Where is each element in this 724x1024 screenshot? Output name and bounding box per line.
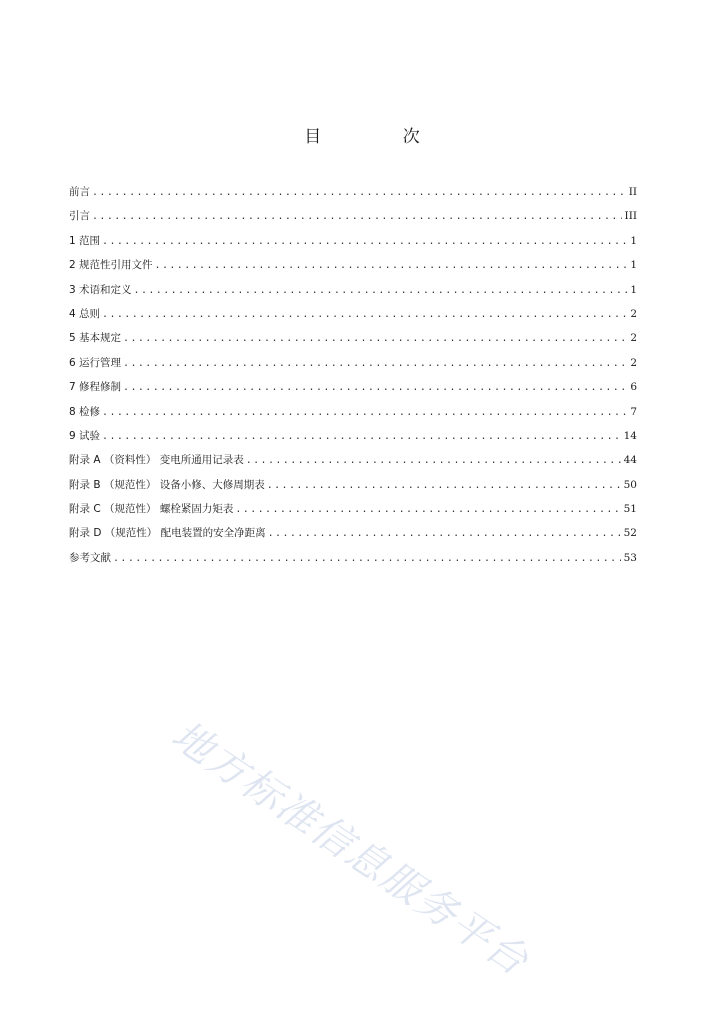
toc-entry-page: III	[624, 210, 637, 223]
toc-dot-leader	[246, 454, 621, 468]
toc-entry-label: 9 试验	[69, 429, 101, 442]
toc-entry[interactable]	[69, 453, 637, 477]
toc-dot-leader	[123, 357, 627, 371]
toc-entry-label: 附录 C （规范性） 螺栓紧固力矩表	[69, 503, 234, 516]
toc-entry-page: 1	[630, 283, 637, 296]
toc-dot-leader	[113, 552, 621, 566]
toc-entry-page: II	[628, 186, 637, 198]
toc-entry-label: 8 检修	[69, 405, 101, 418]
toc-entry[interactable]	[69, 551, 637, 575]
toc-entry-label: 附录 B （规范性） 设备小修、大修周期表	[69, 478, 265, 491]
toc-entry-label: 参考文献	[69, 551, 111, 564]
toc-entry-label: 6 运行管理	[69, 356, 122, 369]
toc-entry-page: 2	[630, 307, 637, 320]
toc-entry[interactable]	[69, 356, 637, 380]
toc-entry-label: 5 基本规定	[69, 332, 122, 345]
toc-entry[interactable]	[69, 405, 637, 429]
toc-entry-page: 53	[623, 551, 637, 564]
toc-entry-page: 14	[623, 429, 637, 442]
toc-entry-page: 6	[630, 381, 637, 394]
toc-entry[interactable]	[69, 185, 637, 209]
toc-entry-label: 1 范围	[69, 234, 101, 247]
toc-entry-page: 44	[623, 454, 637, 467]
toc-entry[interactable]	[69, 307, 637, 331]
toc-entry-page: 50	[623, 478, 637, 491]
toc-entry-page: 51	[623, 503, 637, 516]
toc-dot-leader	[123, 381, 627, 395]
toc-dot-leader	[102, 406, 627, 420]
toc-dot-leader	[268, 527, 621, 541]
toc-dot-leader	[102, 308, 627, 322]
toc-entry[interactable]	[69, 258, 637, 282]
toc-dot-leader	[235, 503, 620, 517]
table-of-contents	[69, 185, 637, 575]
toc-entry-label: 引言	[69, 210, 90, 223]
toc-dot-leader	[102, 235, 627, 249]
toc-entry-label: 附录 A （资料性） 变电所通用记录表	[69, 454, 244, 467]
toc-dot-leader	[92, 186, 626, 200]
toc-entry-label: 4 总则	[69, 307, 101, 320]
toc-dot-leader	[267, 479, 621, 493]
toc-dot-leader	[134, 284, 628, 298]
toc-entry-page: 1	[630, 259, 637, 272]
toc-entry-label: 3 术语和定义	[69, 283, 132, 296]
toc-entry[interactable]	[69, 429, 637, 453]
toc-entry-label: 附录 D （规范性） 配电装置的安全净距离	[69, 527, 266, 540]
toc-dot-leader	[102, 430, 621, 444]
toc-dot-leader	[92, 210, 622, 224]
toc-entry-page: 2	[630, 356, 637, 369]
toc-entry-page: 1	[630, 234, 637, 247]
toc-entry[interactable]	[69, 526, 637, 550]
toc-dot-leader	[123, 332, 627, 346]
toc-entry-page: 7	[630, 405, 637, 418]
toc-heading: 目 次	[304, 127, 458, 147]
toc-entry[interactable]	[69, 209, 637, 233]
toc-entry-page: 52	[623, 527, 637, 540]
toc-entry[interactable]	[69, 283, 637, 307]
toc-entry[interactable]	[69, 234, 637, 258]
toc-entry[interactable]	[69, 478, 637, 502]
toc-entry-label: 7 修程修制	[69, 381, 122, 394]
toc-entry-label: 2 规范性引用文件	[69, 259, 153, 272]
toc-entry[interactable]	[69, 331, 637, 355]
toc-dot-leader	[155, 259, 628, 273]
toc-entry[interactable]	[69, 502, 637, 526]
toc-entry[interactable]	[69, 380, 637, 404]
toc-entry-label: 前言	[69, 186, 90, 198]
toc-entry-page: 2	[630, 332, 637, 345]
watermark: 地方标准信息服务平台	[163, 712, 538, 986]
